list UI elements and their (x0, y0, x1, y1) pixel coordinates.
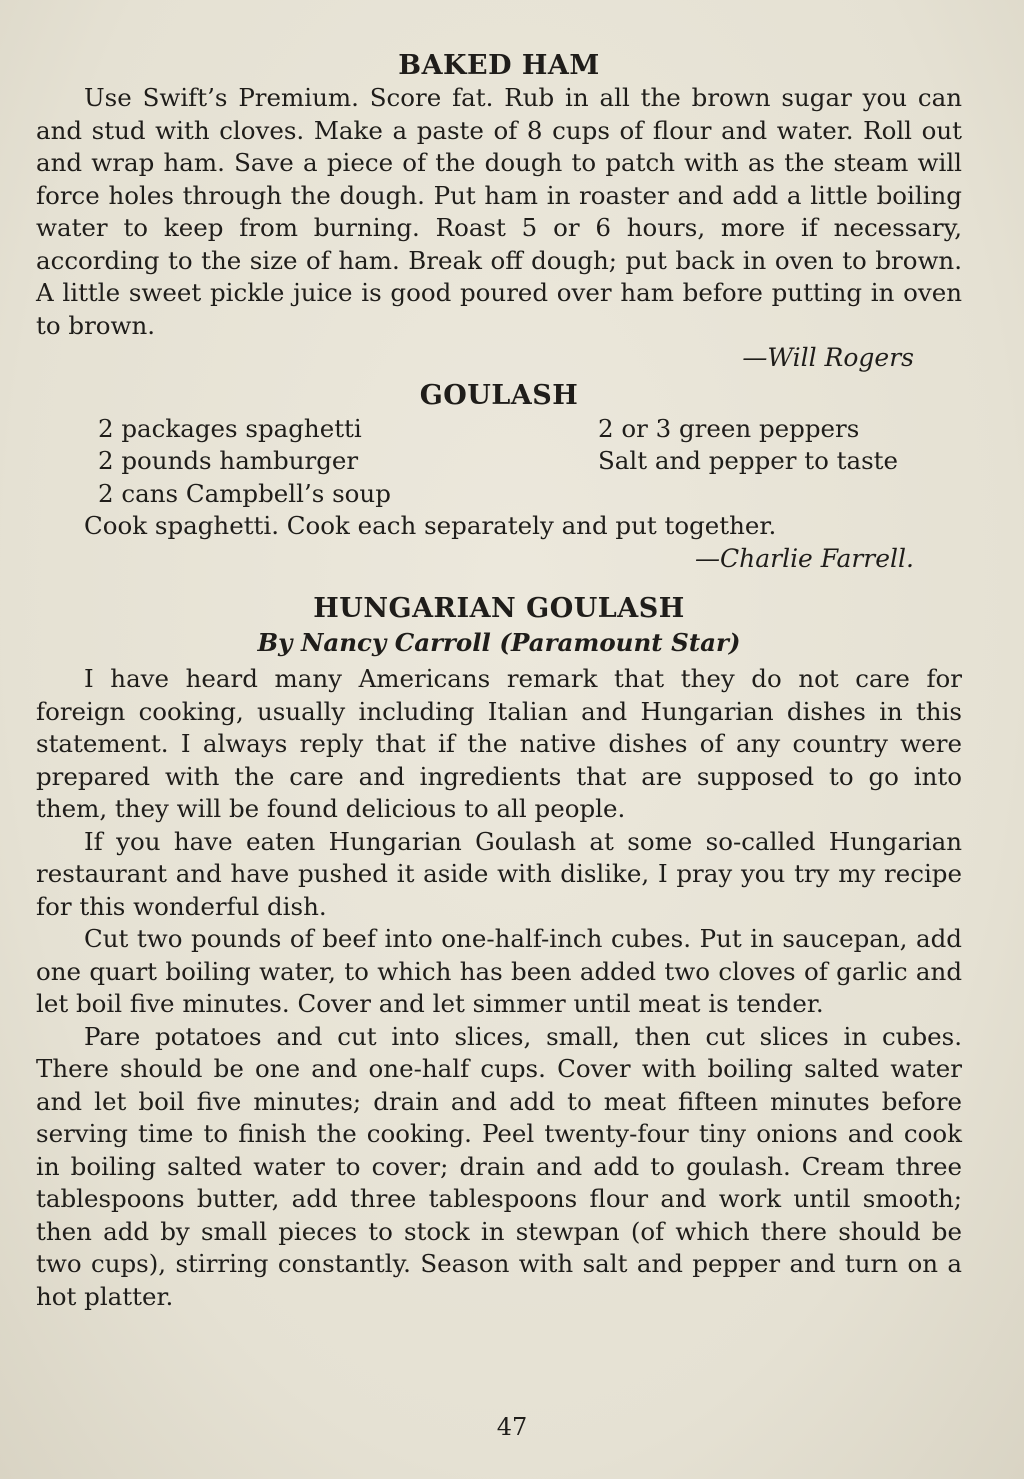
ingredient-item: Salt and pepper to taste (598, 446, 899, 476)
recipe-credit: —Charlie Farrell. (694, 543, 914, 573)
recipe-instructions: Cook spaghetti. Cook each separately and put together. (84, 511, 777, 541)
recipe-paragraph: If you have eaten Hungarian Goulash at some so-called Hungarian restaurant and have pushed it aside with dislike, I pray you try my recipe for this wonderful dish. (36, 826, 962, 921)
ingredient-column-right (598, 413, 898, 511)
recipe-hungarian-goulash (36, 593, 962, 1313)
page-number: 47 (496, 1413, 528, 1441)
recipe-title: BAKED HAM (398, 50, 600, 81)
recipe-paragraph: Cut two pounds of beef into one-half-inch cubes. Put in saucepan, add one quart boiling water, to which has been added two cloves of garlic and let boil five minutes. Cover and let simmer until meat is tender. (36, 924, 962, 1019)
ingredient-column-left (98, 413, 598, 511)
ingredient-item: 2 or 3 green peppers (598, 413, 860, 443)
recipe-paragraph: Pare potatoes and cut into slices, small, then cut slices in cubes. There should be one and one-half cups. Cover with boiling salted water and let boil five minutes; drain and add to meat fifteen minutes before serving time to finish the cooking. Peel twenty-four tiny onions and cook in boiling salted water to cover; drain and add to goulash. Cream three tablespoons butter, add three tablespoons flour and work until smooth; then add by small pieces to stock in stewpan (of which there should be two cups), stirring constantly. Season with salt and pepper and turn on a hot platter. (36, 1021, 962, 1311)
recipe-goulash (36, 380, 962, 574)
recipe-baked-ham (36, 50, 962, 374)
ingredient-list (36, 413, 962, 511)
recipe-body: Use Swift’s Premium. Score fat. Rub in all the brown sugar you can and stud with cloves. Make a paste of 8 cups of flour and water. Roll out and wrap ham. Save a piece of the dough to patch with as the steam will force holes through the dough. Put ham in roaster and add a little boiling water to keep from burning. Roast 5 or 6 hours, more if necessary, according to the size of ham. Break off dough; put back in oven to brown. A little sweet pickle juice is good poured over ham before putting in oven to brown. (36, 83, 962, 340)
recipe-paragraph: I have heard many Americans remark that they do not care for foreign cooking, usually including Italian and Hungarian dishes in this statement. I always reply that if the native dishes of any country were prepared with the care and ingredients that are supposed to go into them, they will be found delicious to all people. (36, 664, 962, 824)
recipe-title: GOULASH (419, 380, 579, 412)
recipe-credit: —Will Rogers (742, 343, 914, 373)
recipe-byline: By Nancy Carroll (Paramount Star) (257, 628, 741, 658)
recipe-title: HUNGARIAN GOULASH (313, 592, 685, 624)
ingredient-item: 2 cans Campbell’s soup (98, 478, 391, 508)
ingredient-item: 2 pounds hamburger (98, 446, 359, 476)
ingredient-item: 2 packages spaghetti (98, 413, 362, 443)
